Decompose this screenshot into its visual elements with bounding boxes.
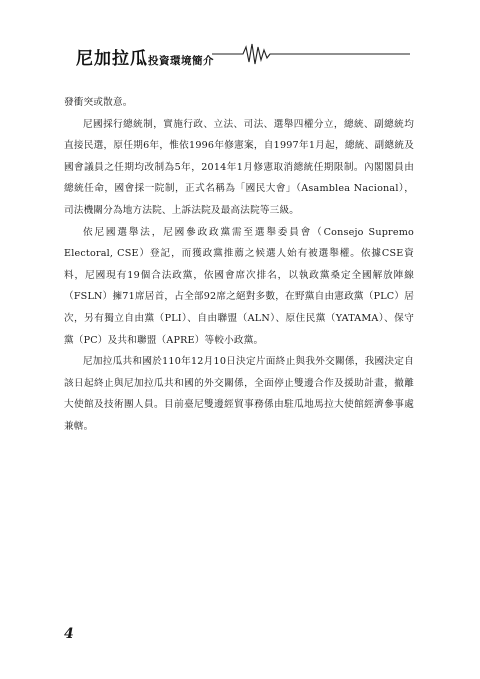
paragraph-1: 尼國採行總統制，實施行政、立法、司法、選舉四權分立，總統、副總統均直接民選，原任期6年，惟依1996年修憲案，自1997年1月起，總統、副總統及國會議員之任期均改制為5年，2014年1月修憲取消總統任期限制。內閣閣員由總統任命，國會採一院制，正式名稱為「國民大會」（Asamblea Nacional），司法機關分為地方法院、上訴法院及最高法院等三級。 (64, 118, 414, 216)
body-text (64, 92, 414, 438)
paragraph-0: 發衝突或散意。 (64, 97, 133, 108)
header-title-small: 投資環境簡介 (148, 55, 214, 67)
paragraph-3: 尼加拉瓜共和國於110年12月10日決定片面終止與我外交關係，我國決定自該日起終止與尼加拉瓜共和國的外交關係，全面停止雙邊合作及援助計畫，撤離大使館及技術團人員。目前臺尼雙邊經貿事務係由駐瓜地馬拉大使館經濟參事處兼轄。 (64, 356, 414, 432)
header-zigzag-line (0, 38, 480, 68)
running-header (0, 38, 480, 68)
page-number: 4 (64, 626, 74, 642)
paragraph-2: 依尼國選舉法，尼國參政政黨需至選舉委員會（Consejo Supremo Electoral, CSE）登記，而獲政黨推薦之候選人始有被選舉權。依據CSE資料，尼國現有19個合法政黨，依國會席次排名，以執政黨桑定全國解放陣線（FSLN）擁71席居首，占全部92席之絕對多數，在野黨自由憲政黨（PLC）居次，另有獨立自由黨（PLI）、自由聯盟（ALN）、原住民黨（YATAMA）、保守黨（PC）及共和聯盟（APRE）等較小政黨。 (64, 226, 414, 346)
header-title-large: 尼加拉瓜 (76, 49, 148, 69)
header-rule-left (212, 44, 410, 64)
